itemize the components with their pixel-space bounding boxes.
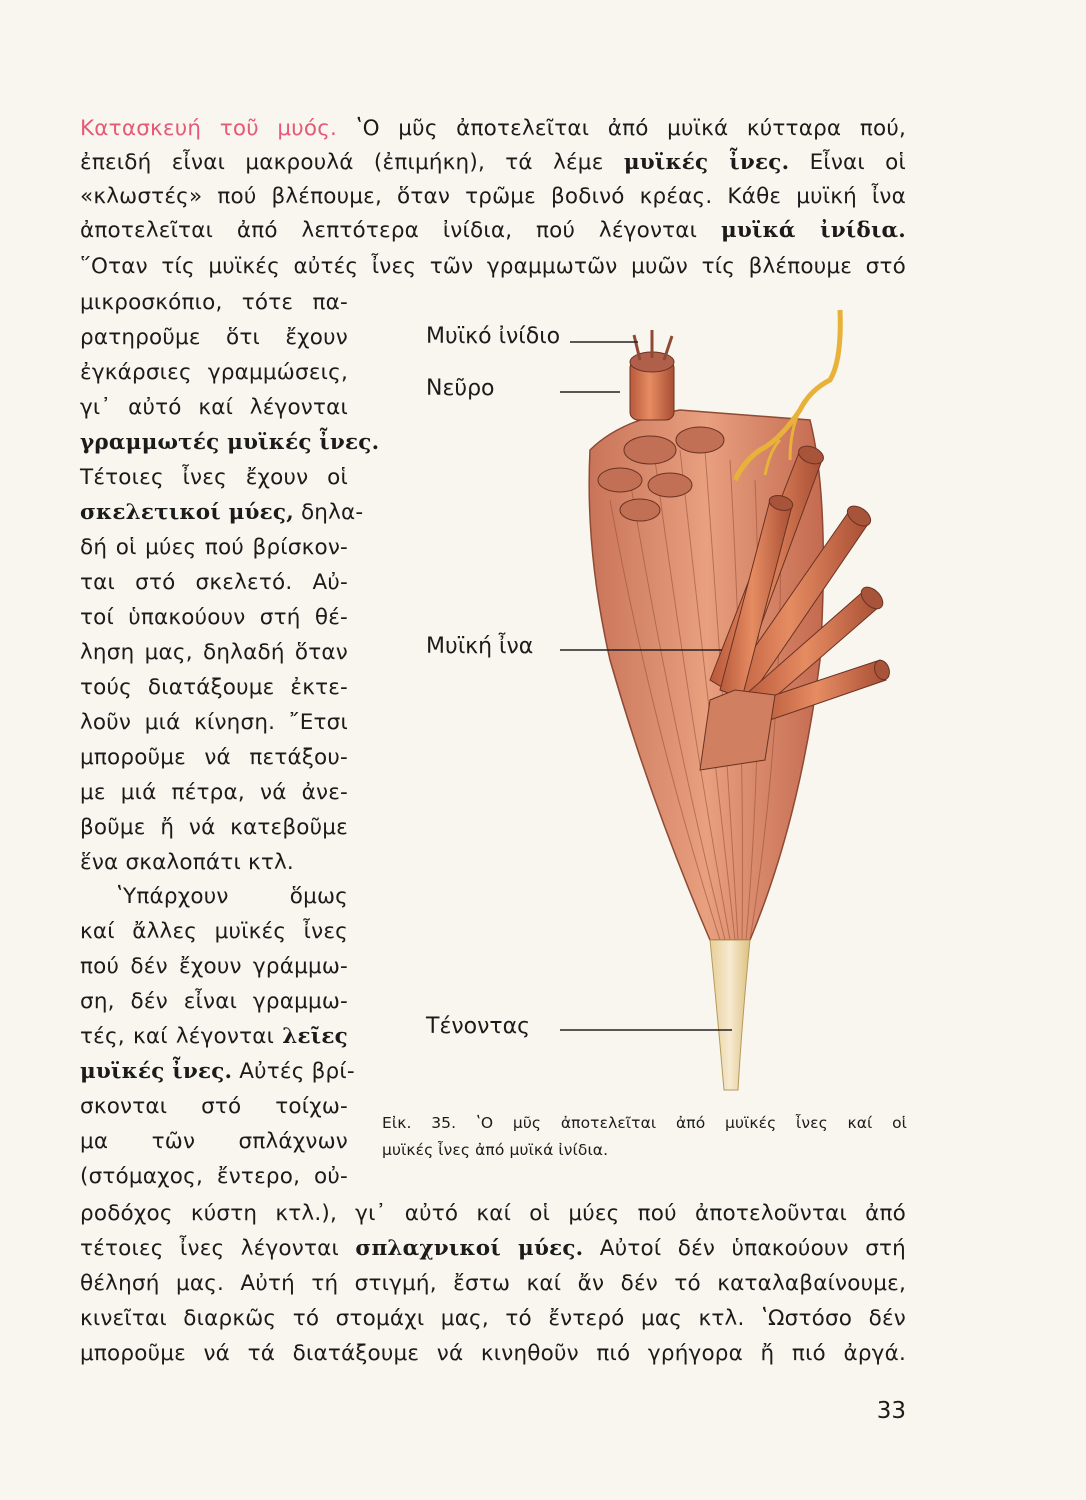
text-line: σκονται στό τοίχω-: [80, 1094, 348, 1119]
text-span: τές, καί λέγονται: [80, 1024, 275, 1049]
text-line: ροδόχος κύστη κτλ.), γι᾽ αὐτό καί οἱ μύες πού ἀποτελοῦνται ἀπό: [80, 1201, 906, 1226]
text-span: Αὐτοί δέν ὑπακούουν στή: [599, 1236, 906, 1261]
text-line: [80, 1020, 348, 1054]
text-line: με μιά πέτρα, νά ἀνε-: [80, 780, 348, 805]
figure-caption: [382, 1110, 907, 1164]
text-line: μποροῦμε νά πετάξου-: [80, 745, 348, 770]
text-line: [80, 426, 380, 460]
bold-term: μυϊκές ἶνες.: [623, 150, 790, 175]
text-span: ʽΟ μῦς ἀποτελεῖται ἀπό μυϊκά κύτταρα πού,: [355, 116, 906, 141]
label-tendon: Τένοντας: [426, 1014, 531, 1039]
text-line: Τέτοιες ἶνες ἔχουν οἱ: [80, 465, 348, 490]
text-line: «κλωστές» πού βλέπουμε, ὅταν τρῶμε βοδινό κρέας. Κάθε μυϊκή ἶνα: [80, 184, 906, 209]
bold-term: σκελετικοί μύες,: [80, 500, 294, 525]
text-line: θέλησή μας. Αὐτή τή στιγμή, ἔστω καί ἄν δέν τό καταλαβαίνουμε,: [80, 1271, 906, 1296]
text-line: καί ἄλλες μυϊκές ἶνες: [80, 919, 348, 944]
text-line: λοῦν μιά κίνηση. ῎Ετσι: [80, 710, 348, 735]
text-line: κινεῖται διαρκῶς τό στομάχι μας, τό ἔντερό μας κτλ. ʽΩστόσο δέν: [80, 1306, 906, 1331]
text-line: [80, 1055, 355, 1089]
label-nerve: Νεῦρο: [426, 376, 495, 401]
text-line: ἐγκάρσιες γραμμώσεις,: [80, 360, 348, 385]
text-span: Αὐτές βρί-: [239, 1059, 355, 1084]
text-span: δηλα-: [300, 500, 364, 525]
text-line: [80, 214, 906, 248]
text-line: ληση μας, δηλαδή ὅταν: [80, 640, 348, 665]
text-line: [80, 112, 906, 146]
text-line: τοί ὑπακούουν στή θέ-: [80, 605, 348, 630]
text-span: τέτοιες ἶνες λέγονται: [80, 1236, 339, 1261]
muscle-diagram: [560, 300, 910, 1100]
text-line: ση, δέν εἶναι γραμμω-: [80, 989, 348, 1014]
text-line: μποροῦμε νά τά διατάξουμε νά κινηθοῦν πιό γρήγορα ἤ πιό ἀργά.: [80, 1341, 906, 1366]
text-span: ἀποτελεῖται ἀπό λεπτότερα ἰνίδια, πού λέγονται: [80, 218, 698, 243]
tendon: [710, 940, 750, 1090]
label-fibril: Μυϊκό ἰνίδιο: [426, 324, 561, 349]
text-line: γι᾽ αὐτό καί λέγονται: [80, 395, 348, 420]
text-line: ἕνα σκαλοπάτι κτλ.: [80, 850, 294, 875]
label-fiber: Μυϊκή ἶνα: [426, 634, 534, 659]
text-line: δή οἱ μύες πού βρίσκον-: [80, 535, 348, 560]
text-line: βοῦμε ἤ νά κατεβοῦμε: [80, 815, 348, 840]
bold-term: γραμμωτές μυϊκές ἶνες.: [80, 430, 380, 455]
text-line: ται στό σκελετό. Αὐ-: [80, 570, 348, 595]
text-line: μικροσκόπιο, τότε πα-: [80, 290, 348, 315]
text-span: ἐπειδή εἶναι μακρουλά (ἐπιμήκη), τά λέμε: [80, 150, 604, 175]
section-heading: Κατασκευή τοῦ μυός.: [80, 116, 338, 141]
text-line: ʽΥπάρχουν ὅμως: [116, 884, 348, 909]
bold-term: μυϊκά ἰνίδια.: [720, 218, 906, 243]
text-line: [80, 496, 364, 530]
page-number: 33: [876, 1398, 906, 1424]
caption-line: μυϊκές ἶνες ἀπό μυϊκά ἰνίδια.: [382, 1141, 609, 1159]
caption-line: Εἰκ. 35. ʽΟ μῦς ἀποτελεῖται ἀπό μυϊκές ἶνες καί οἱ: [382, 1114, 907, 1132]
text-line: ῞Οταν τίς μυϊκές αὐτές ἶνες τῶν γραμμωτῶν μυῶν τίς βλέπουμε στό: [80, 254, 906, 279]
text-line: [80, 146, 906, 180]
bold-term: λεῖες: [282, 1024, 348, 1049]
text-line: μα τῶν σπλάχνων: [80, 1129, 348, 1154]
text-line: [80, 1232, 906, 1266]
text-line: πού δέν ἔχουν γράμμω-: [80, 954, 348, 979]
bold-term: μυϊκές ἶνες.: [80, 1059, 233, 1084]
text-line: τούς διατάξουμε ἐκτε-: [80, 675, 348, 700]
text-line: (στόμαχος, ἔντερο, οὐ-: [80, 1164, 348, 1189]
text-line: ρατηροῦμε ὅτι ἔχουν: [80, 325, 348, 350]
bold-term: σπλαχνικοί μύες.: [355, 1236, 584, 1261]
text-span: Εἶναι οἱ: [809, 150, 906, 175]
